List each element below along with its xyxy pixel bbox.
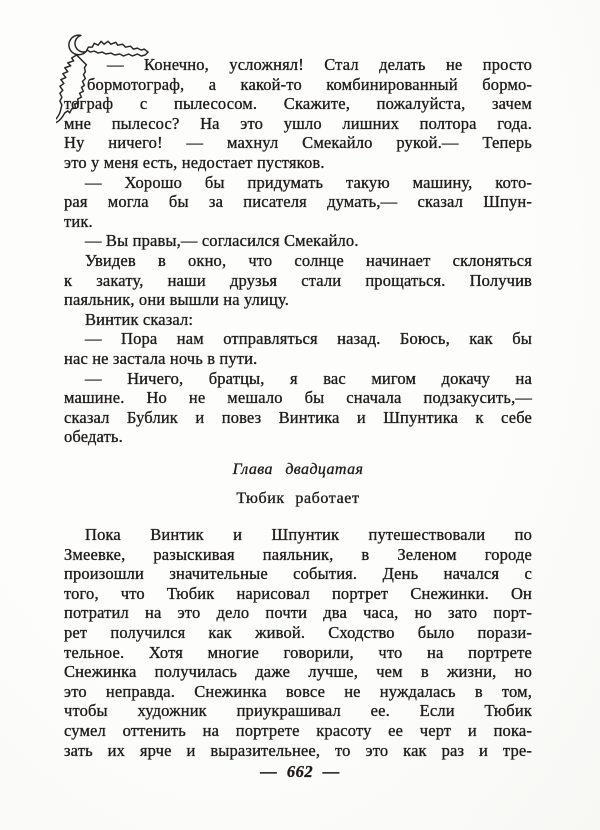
text-line: рая могла бы за писателя думать,— сказал Шпун- [64,192,532,212]
text-line: сумел оттенить на портрете красоту ее черт и пока- [64,721,532,740]
text-line: машине. Но не мешало бы сначала подзакусить,— [64,388,532,408]
text-line: Ну ничего! — махнул Смекайло рукой.— Теперь [64,133,532,153]
paragraph [64,231,532,251]
text-line: — Конечно, усложнял! Стал делать не просто [107,55,532,74]
text-line: — Пора нам отправляться назад. Боюсь, как бы [85,329,532,349]
paragraph [64,525,532,760]
text-line: к закату, наши друзья стали прощаться. Получив [64,270,532,290]
paragraph [64,173,532,232]
text-line: чтобы художник приукрашивал ее. Если Тюбик [64,701,532,721]
text-line: Змеевке, разыскивая паяльник, в Зеленом городе [64,544,532,564]
text-line: Увидев в окно, что солнце начинает склоняться [85,250,532,270]
text-line: это неправда. Снежинка вовсе не нуждалась в том, [64,681,532,701]
text-line: обедать. [64,427,123,447]
page-text [64,55,532,760]
paragraph [64,329,532,368]
text-line: сказал Бублик и повез Винтика и Шпунтика к себе [64,407,532,427]
chapter-subtitle: Тюбик работает [236,490,360,508]
paragraph [64,251,532,310]
chapter-heading: Глава двадцатая [232,460,364,478]
text-line: Снежинка получилась даже лучше, чем в жизни, но [64,662,532,682]
text-line: — Хорошо бы придумать такую машину, кото- [85,172,532,192]
text-line: — Вы правы,— согласился Смекайло. [85,231,359,251]
text-line: Пока Винтик и Шпунтик путешествовали по [85,525,532,545]
text-line: — Ничего, братцы, я вас мигом докачу на [85,368,532,388]
text-line: того, что Тюбик нарисовал портрет Снежинки. Он [64,583,532,603]
paragraph [64,55,532,173]
paragraph [64,369,532,447]
text-line: тельное. Хотя многие говорили, что на портрете [64,642,532,662]
text-line: зать их ярче и выразительнее, то это как раз и тре- [64,740,532,760]
page-number: — 662 — [260,762,340,781]
text-line: бормотограф, а какой-то комбинированный бормо- [87,74,532,94]
text-line: тограф с пылесосом. Скажите, пожалуйста, зачем [64,94,532,114]
text-line: паяльник, они вышли на улицу. [64,290,290,310]
text-line: это у меня есть, недостает пустяков. [64,152,325,172]
text-line: Винтик сказал: [85,309,194,329]
text-line: мне пылесос? На это ушло лишних полтора года. [64,113,532,133]
text-line: потратил на это дело почти два часа, но зато порт- [64,603,532,623]
text-line: тик. [64,211,93,231]
text-line: рет получился как живой. Сходство было порази- [64,623,532,643]
text-line: нас не застала ночь в пути. [64,348,258,368]
text-line: произошли значительные события. День начался с [64,564,532,584]
paragraph [64,310,532,330]
text-section-dialogue [64,55,532,447]
text-section-chapter [64,525,532,760]
